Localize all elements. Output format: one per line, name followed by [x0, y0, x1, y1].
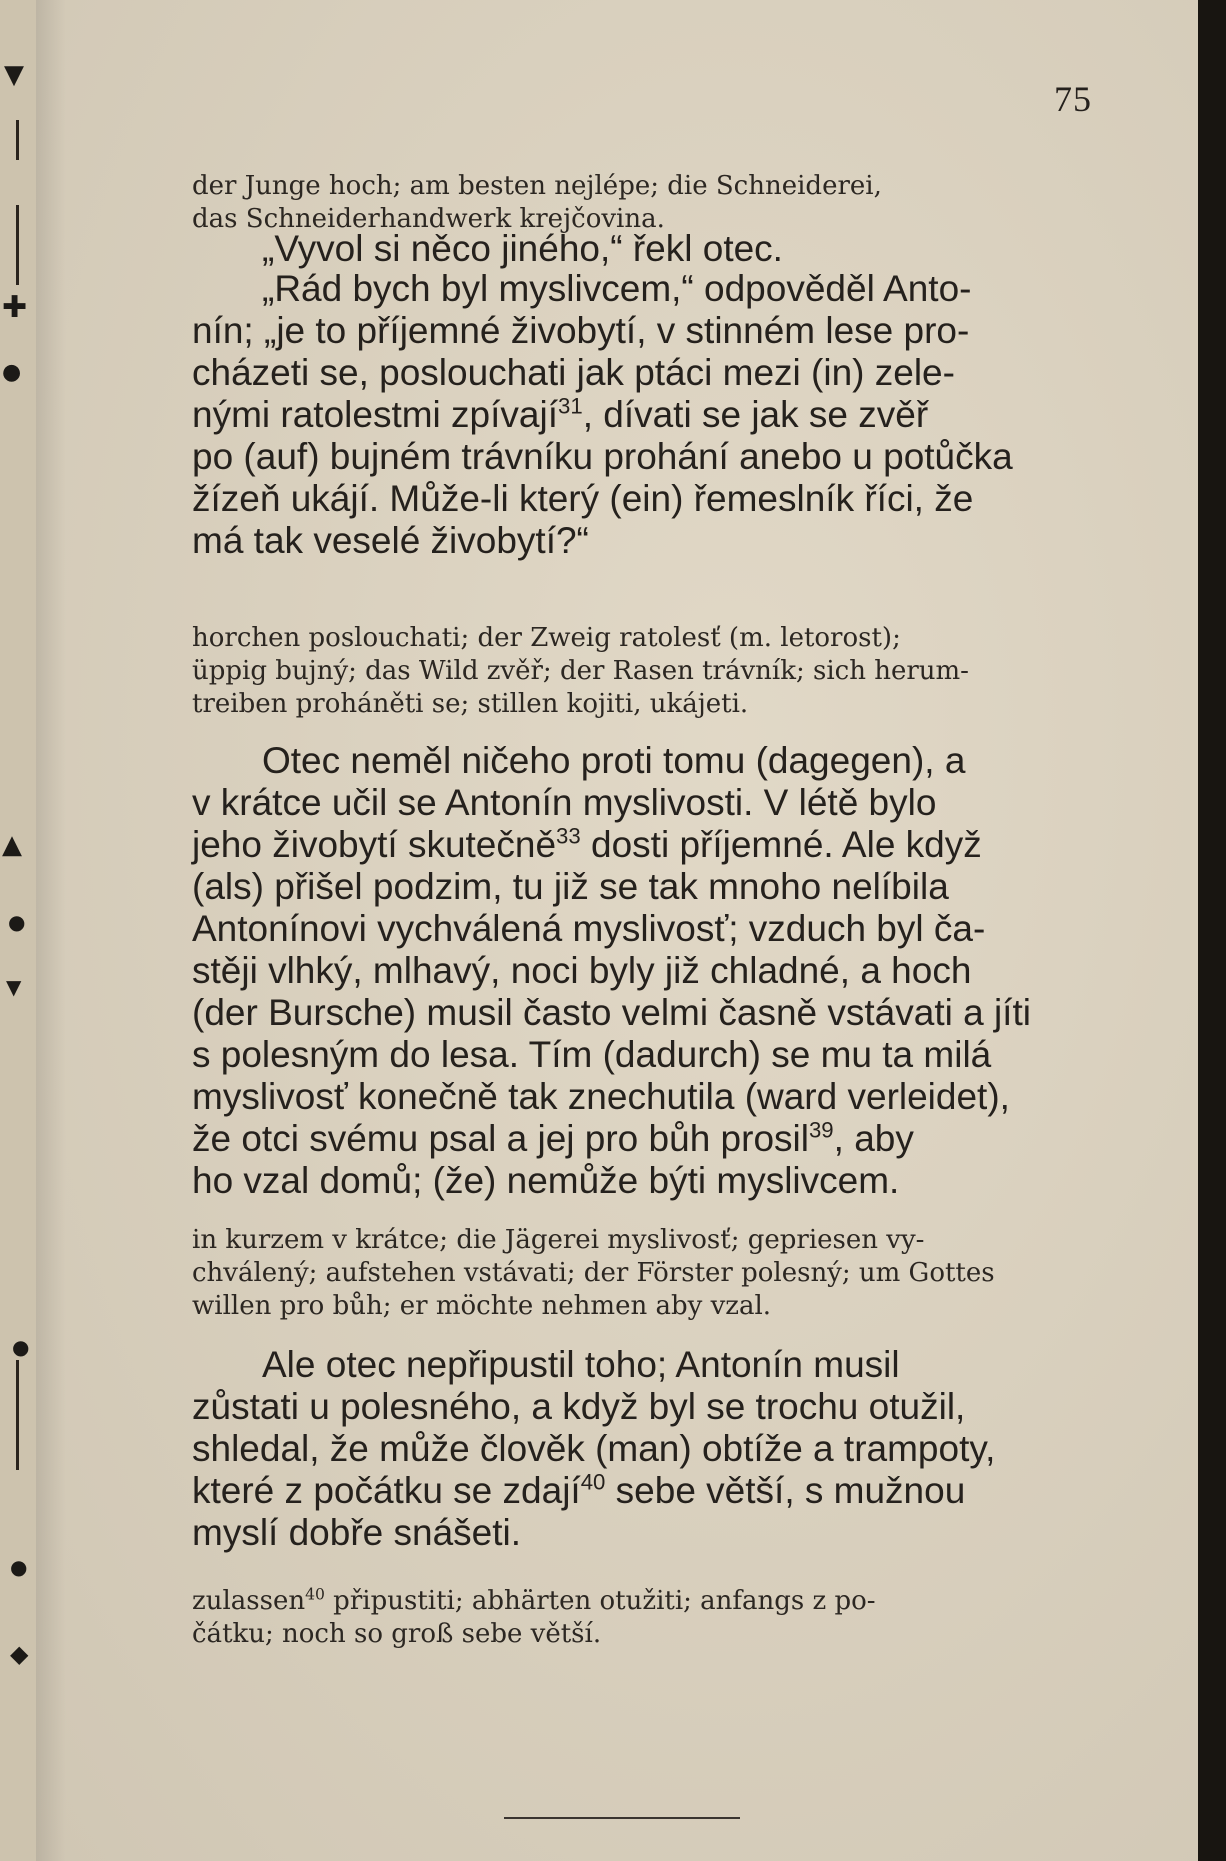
text-line: s polesným do lesa. Tím (dadurch) se mu ta milá [192, 1034, 992, 1075]
text-line: myslí dobře snášeti. [192, 1512, 522, 1553]
text-line: „Vyvol si něco jiného,“ řekl otec. [262, 228, 783, 269]
margin-arrow-icon: ▼ [4, 60, 24, 90]
margin-plus-icon: ✚ [2, 290, 28, 325]
footnote-ref: 40 [305, 1585, 325, 1604]
note-line: treiben proháněti se; stillen kojiti, ukájeti. [192, 689, 749, 719]
footnote-ref: 31 [558, 393, 583, 419]
text-line: stěji vlhký, mlhavý, noci byly již chladné, a hoch [192, 950, 972, 991]
note-line: willen pro bůh; er möchte nehmen aby vzal. [192, 1291, 772, 1321]
text-line: v krátce učil se Antonín myslivosti. V létě bylo [192, 782, 937, 823]
text-line: nými ratolestmi zpívají$^{31}$, dívati se jak se zvěř [192, 393, 929, 435]
text-line: že otci svému psal a jej pro bůh prosil$^{39}$, aby [192, 1117, 914, 1159]
text-line: nín; „je to příjemné živobytí, v stinném lese pro- [192, 310, 970, 351]
vocabulary-note [192, 1585, 1098, 1651]
note-line: horchen poslouchati; der Zweig ratolesť (m. letorost); [192, 623, 901, 653]
text-line: ho vzal domů; (že) nemůže býti myslivcem. [192, 1160, 900, 1201]
margin-triangle-icon: ▲ [2, 830, 22, 860]
paragraph [192, 1344, 1098, 1554]
margin-tick [16, 120, 19, 160]
text-line: zůstati u polesného, a když byl se trochu otužil, [192, 1386, 966, 1427]
margin-dot-icon: ◆ [10, 1640, 29, 1668]
text-line: „Rád bych byl myslivcem,“ odpověděl Anto- [262, 268, 972, 309]
book-page [36, 0, 1198, 1861]
text-line: jeho živobytí skutečně$^{33}$ dosti příjemné. Ale když [192, 823, 982, 865]
vocabulary-note [192, 170, 1098, 236]
margin-dot-icon: ● [8, 910, 26, 934]
note-line: zulassen$^{40}$ připustiti; abhärten otužiti; anfangs z po- [192, 1585, 876, 1616]
margin-blot-icon: ● [2, 360, 22, 385]
note-line: das Schneiderhandwerk krejčovina. [192, 204, 665, 234]
text-line: cházeti se, poslouchati jak ptáci mezi (in) zele- [192, 352, 955, 393]
text-line: má tak veselé živobytí?“ [192, 520, 589, 561]
note-line: čátku; noch so groß sebe větší. [192, 1619, 602, 1649]
paragraph [192, 740, 1098, 1202]
text-line: po (auf) bujném trávníku prohání anebo u potůčka [192, 436, 1013, 477]
text-line: Ale otec nepřipustil toho; Antonín musil [262, 1344, 900, 1385]
closing-rule [504, 1817, 740, 1819]
text-line: které z počátku se zdají$^{40}$ sebe větší, s mužnou [192, 1469, 966, 1511]
binding-margin [0, 0, 36, 1861]
note-line: der Junge hoch; am besten nejlépe; die Schneiderei, [192, 171, 882, 201]
page-number: 75 [1054, 79, 1092, 119]
text-line: (der Bursche) musil často velmi časně vstávati a jíti [192, 992, 1031, 1033]
text-line: (als) přišel podzim, tu již se tak mnoho nelíbila [192, 866, 949, 907]
footnote-ref: 33 [556, 823, 581, 849]
text-line: žízeň ukájí. Může-li který (ein) řemeslník říci, že [192, 478, 974, 519]
margin-tick [16, 205, 19, 285]
margin-dot-icon: ▼ [6, 975, 22, 999]
paragraph [192, 228, 1098, 270]
text-line: Antonínovi vychválená myslivosť; vzduch byl ča- [192, 908, 986, 949]
paragraph [192, 268, 1098, 562]
footnote-ref: 40 [580, 1469, 606, 1495]
text-line: Otec neměl ničeho proti tomu (dagegen), a [262, 740, 966, 781]
note-line: üppig bujný; das Wild zvěř; der Rasen trávník; sich herum- [192, 656, 969, 686]
note-line: in kurzem v krátce; die Jägerei myslivosť; gepriesen vy- [192, 1225, 925, 1255]
text-line: myslivosť konečně tak znechutila (ward verleidet), [192, 1076, 1010, 1117]
text-line: shledal, že může člověk (man) obtíže a trampoty, [192, 1428, 996, 1469]
vocabulary-note [192, 1224, 1098, 1323]
margin-tick [16, 1360, 19, 1470]
margin-dot-icon: ● [12, 1335, 30, 1359]
vocabulary-note [192, 622, 1098, 721]
margin-dot-icon: ● [10, 1555, 28, 1579]
note-line: chválený; aufstehen vstávati; der Förster polesný; um Gottes [192, 1258, 995, 1288]
footnote-ref: 39 [808, 1117, 834, 1143]
